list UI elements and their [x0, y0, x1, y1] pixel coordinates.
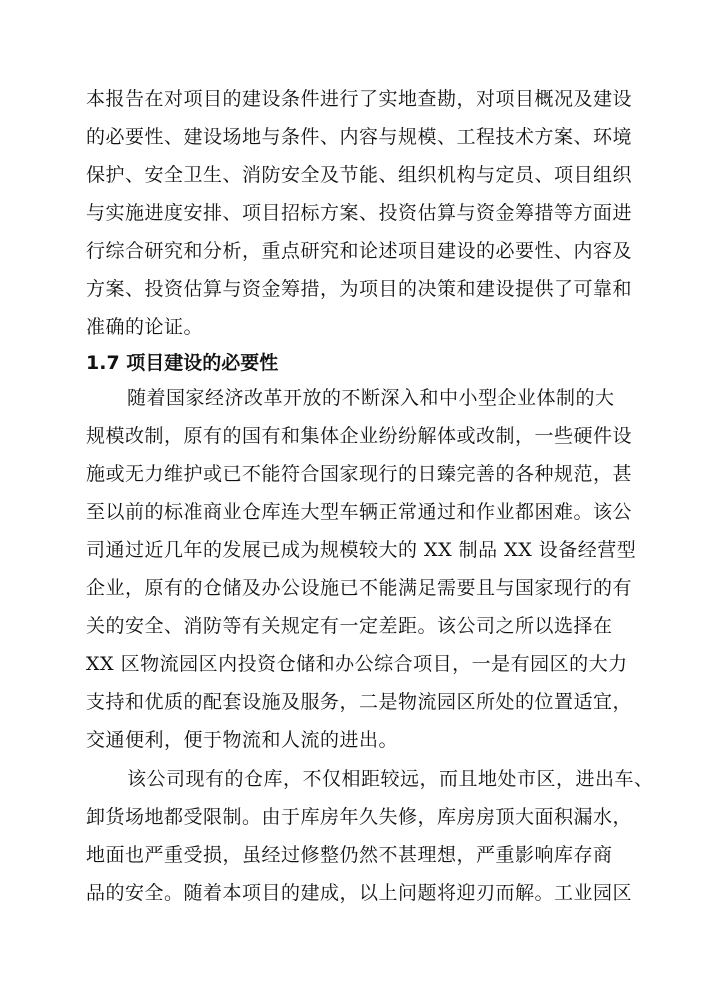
paragraph-line: 的必要性、建设场地与条件、内容与规模、工程技术方案、环境 — [86, 126, 633, 148]
paragraph-line: 施或无力维护或已不能符合国家现行的日臻完善的各种规范，甚 — [86, 463, 633, 485]
paragraph-line: XX 区物流园区内投资仓储和办公综合项目，一是有园区的大力 — [86, 653, 628, 675]
paragraph-line: 保护、安全卫生、消防安全及节能、组织机构与定员、项目组织 — [86, 164, 633, 186]
paragraph-line: 至以前的标准商业仓库连大型车辆正常通过和作业都困难。该公 — [86, 501, 633, 523]
paragraph-line: 该公司现有的仓库，不仅相距较远，而且地处市区，进出车、 — [127, 768, 654, 790]
paragraph-line: 随着国家经济改革开放的不断深入和中小型企业体制的大 — [127, 387, 615, 409]
paragraph-line: 规模改制，原有的国有和集体企业纷纷解体或改制，一些硬件设 — [86, 425, 633, 447]
paragraph-line: 关的安全、消防等有关规定有一定差距。该公司之所以选择在 — [86, 615, 613, 637]
paragraph-line: 与实施进度安排、项目招标方案、投资估算与资金筹措等方面进 — [86, 202, 633, 224]
paragraph-line: 本报告在对项目的建设条件进行了实地查勘，对项目概况及建设 — [86, 88, 633, 110]
paragraph-line: 交通便利，便于物流和人流的进出。 — [86, 729, 399, 751]
section-heading: 1.7 项目建设的必要性 — [86, 352, 279, 374]
paragraph-line: 方案、投资估算与资金筹措，为项目的决策和建设提供了可靠和 — [86, 278, 633, 300]
paragraph-line: 企业，原有的仓储及办公设施已不能满足需要且与国家现行的有 — [86, 577, 633, 599]
paragraph-line: 支持和优质的配套设施及服务，二是物流园区所处的位置适宜， — [86, 691, 633, 713]
paragraph-line: 卸货场地都受限制。由于库房年久失修，库房房顶大面积漏水， — [86, 806, 633, 828]
paragraph-line: 司通过近几年的发展已成为规模较大的 XX 制品 XX 设备经营型 — [86, 539, 637, 561]
paragraph-line: 品的安全。随着本项目的建成，以上问题将迎刃而解。工业园区 — [86, 882, 633, 904]
paragraph-line: 地面也严重受损，虽经过修整仍然不甚理想，严重影响库存商 — [86, 844, 613, 866]
paragraph-line: 行综合研究和分析，重点研究和论述项目建设的必要性、内容及 — [86, 240, 633, 262]
paragraph-line: 准确的论证。 — [86, 316, 204, 338]
